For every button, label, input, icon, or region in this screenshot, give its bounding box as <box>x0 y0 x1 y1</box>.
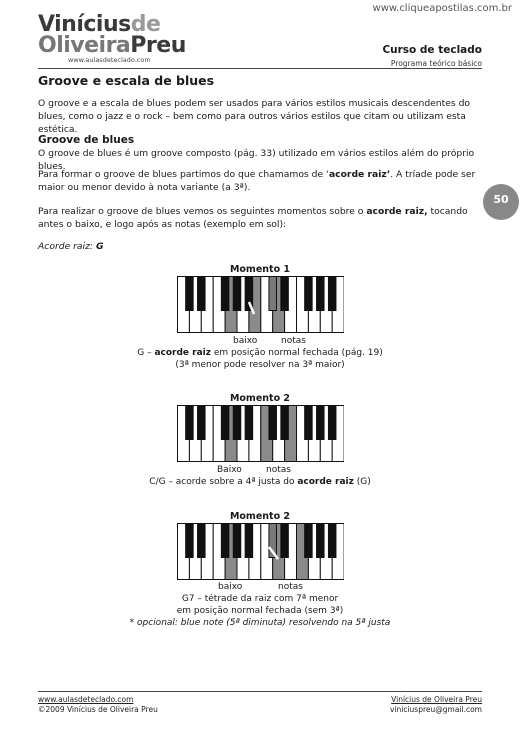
black-key <box>269 277 277 311</box>
figure-3-caption-1: G7 – tétrade da raiz com 7ª menor <box>181 594 339 604</box>
black-key <box>233 406 241 440</box>
black-key <box>281 277 289 311</box>
black-key <box>328 524 336 558</box>
black-key <box>317 277 325 311</box>
black-key <box>269 406 277 440</box>
figure-2-title: Momento 2 <box>229 393 291 404</box>
black-key <box>305 406 313 440</box>
subsection-title: Groove de blues <box>38 134 135 146</box>
paragraph-3: Para realizar o groove de blues vemos os seguintes momentos sobre o acorde raiz, tocando antes o baixo, e logo após as notas (exemplo em sol): <box>38 206 468 230</box>
black-key <box>186 524 194 558</box>
keyboard-figure-2 <box>177 405 344 462</box>
black-key <box>186 406 194 440</box>
black-key <box>198 524 206 558</box>
figure-1-caption-2: (3ª menor pode resolver na 3ª maior) <box>175 360 345 370</box>
footer-author-link[interactable]: Vinícius de Oliveira Preu <box>391 695 482 704</box>
black-key <box>245 406 253 440</box>
black-key <box>305 524 313 558</box>
black-key <box>317 524 325 558</box>
figure-3-label-bass: baixo <box>218 582 243 592</box>
black-key <box>281 406 289 440</box>
black-key <box>221 277 229 311</box>
black-key <box>233 277 241 311</box>
black-key <box>328 406 336 440</box>
course-title: Curso de teclado <box>382 44 482 56</box>
figure-3-label-notes: notas <box>278 582 303 592</box>
figure-1-title: Momento 1 <box>229 264 291 275</box>
black-key <box>305 277 313 311</box>
black-key <box>328 277 336 311</box>
site-url[interactable]: www.cliqueapostilas.com.br <box>372 3 512 14</box>
root-chord-label: Acorde raiz: G <box>38 241 104 252</box>
footer-email: viniciuspreu@gmail.com <box>389 705 482 714</box>
logo-text-2b: Preu <box>130 33 186 58</box>
figure-3-caption-2: em posição normal fechada (sem 3ª) <box>176 606 344 616</box>
figure-1-caption-1: G – acorde raiz em posição normal fechada (pág. 19) <box>137 348 383 358</box>
program-title: Programa teórico básico <box>390 59 482 68</box>
footer-rule <box>38 691 482 692</box>
section-title: Groove e escala de blues <box>38 73 215 88</box>
logo-text-1a: Vinícius <box>38 12 131 37</box>
black-key <box>233 524 241 558</box>
figure-1-label-bass: baixo <box>233 336 258 346</box>
figure-2-label-notes: notas <box>266 465 291 475</box>
page-number-badge: 50 <box>483 184 519 220</box>
black-key <box>198 406 206 440</box>
footer-site-link[interactable]: www.aulasdeteclado.com <box>38 695 134 704</box>
paragraph-1: O groove de blues é um groove composto (pág. 33) utilizado em vários estilos além do próprio blues. <box>38 148 475 172</box>
figure-2-caption-1: C/G – acorde sobre a 4ª justa do acorde raiz (G) <box>149 477 371 487</box>
keyboard-figure-3 <box>177 523 344 580</box>
black-key <box>245 524 253 558</box>
logo <box>38 12 186 64</box>
header-rule <box>38 68 482 69</box>
intro-paragraph: O groove e a escala de blues podem ser usados para vários estilos musicais descendentes do blues, como o jazz e o rock – bem como para outros vários estilos que citam ou utilizam esta estética. <box>38 98 471 135</box>
figure-2-label-bass: Baixo <box>217 465 242 475</box>
paragraph-2: Para formar o groove de blues partimos do que chamamos de ‘acorde raiz’. A tríade pode ser maior ou menor devido à nota variante (a 3ª). <box>38 169 476 193</box>
black-key <box>221 406 229 440</box>
logo-text-1b: de <box>130 12 161 37</box>
black-key <box>221 524 229 558</box>
logo-url: www.aulasdeteclado.com <box>68 56 151 64</box>
figure-1-label-notes: notas <box>281 336 306 346</box>
footer-copyright: ©2009 Vinícius de Oliveira Preu <box>38 705 158 714</box>
figure-3-title: Momento 2 <box>229 511 291 522</box>
logo-text-2a: Oliveira <box>38 33 131 58</box>
black-key <box>198 277 206 311</box>
figure-3-caption-3: * opcional: blue note (5ª diminuta) resolvendo na 5ª justa <box>129 618 391 628</box>
black-key <box>281 524 289 558</box>
keyboard-figure-1 <box>177 276 344 333</box>
black-key <box>317 406 325 440</box>
black-key <box>186 277 194 311</box>
